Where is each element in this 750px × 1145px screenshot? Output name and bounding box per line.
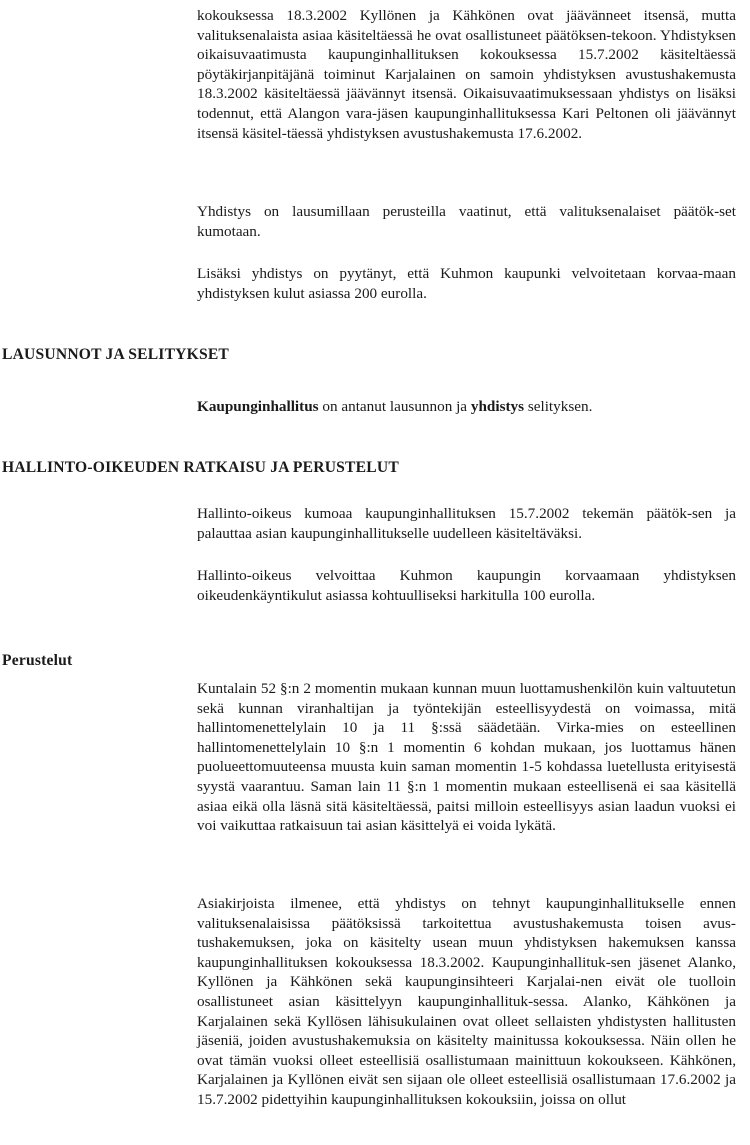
intro-paragraph-3: Lisäksi yhdistys on pyytänyt, että Kuhmon kaupunki velvoitetaan korvaa-maan yhdistyksen kulut asiassa 200 eurolla. bbox=[197, 265, 736, 302]
ratkaisu-paragraph-2: Hallinto-oikeus velvoittaa Kuhmon kaupungin korvaamaan yhdistyksen oikeudenkäyntikulut asiassa kohtuulliseksi harkitulla 100 eurolla. bbox=[197, 567, 736, 604]
heading-lausunnot: LAUSUNNOT JA SELITYKSET bbox=[2, 346, 230, 363]
heading-perustelut: Perustelut bbox=[2, 652, 73, 669]
kaupunginhallitus-bold: Kaupunginhallitus bbox=[197, 398, 319, 415]
ratkaisu-paragraph-1: Hallinto-oikeus kumoaa kaupunginhallituksen 15.7.2002 tekemän päätök-sen ja palauttaa asian kaupunginhallitukselle uudelleen käsiteltäväksi. bbox=[197, 505, 736, 542]
perustelut-paragraph-1: Kuntalain 52 §:n 2 momentin mukaan kunnan muun luottamushenkilön kuin valtuutetun sekä kunnan viranhaltijan ja työntekijän esteellisyydestä on voimassa, mitä hallintomenettelylain 10 ja 11 §:ssä säädetään. Virka-mies on esteellinen hallintomenettelylain 10 §:n 1 momentin 6 kohdan mukaan, jos luottamus hänen puolueettomuuteensa muusta kuin saman momentin 1-5 kohdassa luetellusta erityisestä syystä vaarantuu. Saman lain 11 §:n 1 momentin mukaan esteellisenä ei saa käsitellä asiaa eikä olla läsnä sitä käsiteltäessä, paitsi milloin esteellisyys asian laadun vuoksi ei voi vaikuttaa ratkaisuun tai asian käsittelyä ei voida lykätä. bbox=[197, 680, 736, 835]
perustelut-paragraph-2: Asiakirjoista ilmenee, että yhdistys on tehnyt kaupunginhallitukselle ennen valituksenalaisissa päätöksissä tarkoitettua avustushakemusta toisen avus-tushakemuksen, joka on käsitelty usean muun yhdistyksen hakemuksen kanssa kaupunginhallituksen kokouksessa 18.3.2002. Kaupunginhallituk-sen jäsenet Alanko, Kyllönen ja Kähkönen sekä kaupunginsihteeri Karjalai-nen eivät ole tuolloin osallistuneet asian käsittelyyn kaupunginhallituk-sessa. Alanko, Kähkönen ja Karjalainen sekä Kyllösen lähisukulainen ovat olleet sellaisten yhdistysten hallitusten jäseniä, joiden avustushakemuksia on käsitelty mainitussa kokouksessa. Näin ollen he ovat tämän vuoksi olleet esteellisiä osallistumaan mainittuun kokoukseen. Kähkönen, Karjalainen ja Kyllönen eivät sen sijaan ole olleet esteellisiä osallistumaan 17.6.2002 ja 15.7.2002 pidettyihin kaupunginhallituksen kokouksiin, joissa on ollut bbox=[197, 895, 736, 1108]
intro-paragraph-2: Yhdistys on lausumillaan perusteilla vaatinut, että valituksenalaiset päätök-set kumotaan. bbox=[197, 203, 736, 240]
heading-ratkaisu: HALLINTO-OIKEUDEN RATKAISU JA PERUSTELUT bbox=[2, 459, 399, 476]
yhdistys-bold: yhdistys bbox=[470, 398, 525, 415]
intro-paragraph-1: kokouksessa 18.3.2002 Kyllönen ja Kähkönen ovat jäävänneet itsensä, mutta valituksenalaista asiaa käsiteltäessä he ovat osallistuneet päätöksen-tekoon. Yhdistyksen oikaisuvaatimusta kaupunginhallituksen kokouksessa 15.7.2002 käsiteltäessä pöytäkirjanpitäjänä toiminut Karjalainen on samoin yhdistyksen avustushakemusta 18.3.2002 käsiteltäessä jäävännyt itsensä. Oikaisuvaatimuksessaan yhdistys on lisäksi todennut, että Alangon vara-jäsen kaupunginhallituksessa Kari Peltonen oli jäävännyt itsensä käsitel-täessä yhdistyksen avustushakemusta 17.6.2002. bbox=[197, 7, 736, 142]
lausunnot-end-text: selityksen. bbox=[524, 398, 593, 415]
lausunnot-paragraph bbox=[197, 397, 736, 417]
lausunnot-middle-text: on antanut lausunnon ja bbox=[318, 398, 471, 415]
